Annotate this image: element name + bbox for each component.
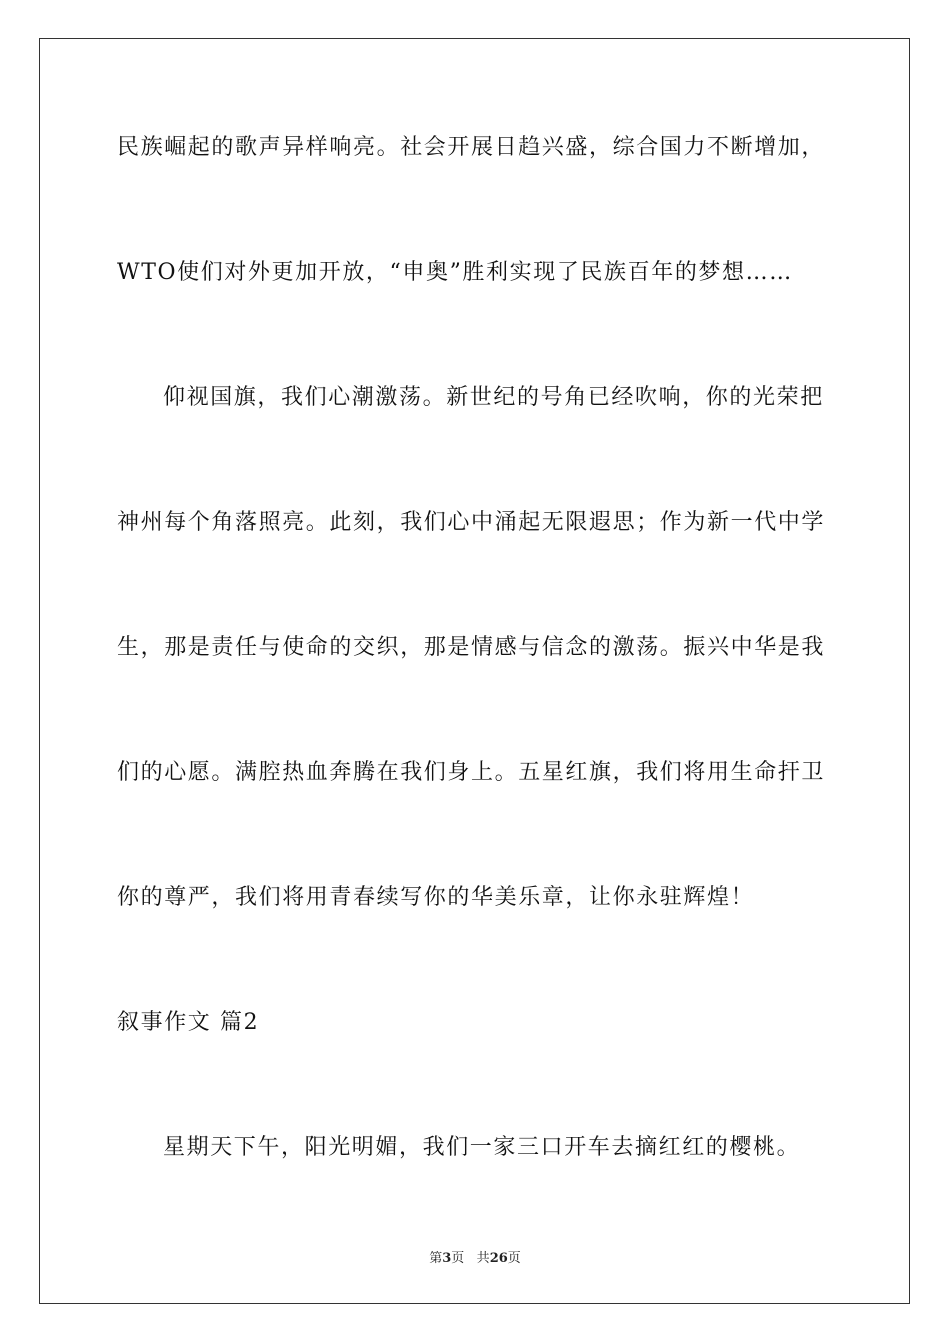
text-line: 们的心愿。满腔热血奔腾在我们身上。五星红旗，我们将用生命扞卫 (117, 760, 826, 785)
text-line: 生，那是责任与使命的交织，那是情感与信念的激荡。振兴中华是我 (117, 635, 826, 660)
text-line: 星期天下午，阳光明媚，我们一家三口开车去摘红红的樱桃。 (163, 1135, 801, 1160)
text-line: 民族崛起的歌声异样响亮。社会开展日趋兴盛，综合国力不断增加， (117, 135, 826, 160)
page-prefix: 第 (429, 1251, 443, 1266)
text-line: 仰视国旗，我们心潮激荡。新世纪的号角已经吹响，你的光荣把 (163, 385, 824, 410)
page-footer (0, 1247, 950, 1266)
page-number: 3 (442, 1251, 452, 1266)
total-prefix: 共 (476, 1251, 490, 1266)
text-line: 你的尊严，我们将用青春续写你的华美乐章，让你永驻辉煌！ (117, 885, 755, 910)
text-line: 神州每个角落照亮。此刻，我们心中涌起无限遐思；作为新一代中学 (117, 510, 826, 535)
section-heading: 叙事作文 篇2 (117, 1010, 260, 1035)
page-border (39, 38, 910, 1304)
total-suffix: 页 (507, 1251, 521, 1266)
text-line: WTO使们对外更加开放，“申奥”胜利实现了民族百年的梦想…… (117, 260, 793, 285)
page-suffix: 页 (451, 1251, 465, 1266)
total-pages: 26 (489, 1251, 508, 1266)
